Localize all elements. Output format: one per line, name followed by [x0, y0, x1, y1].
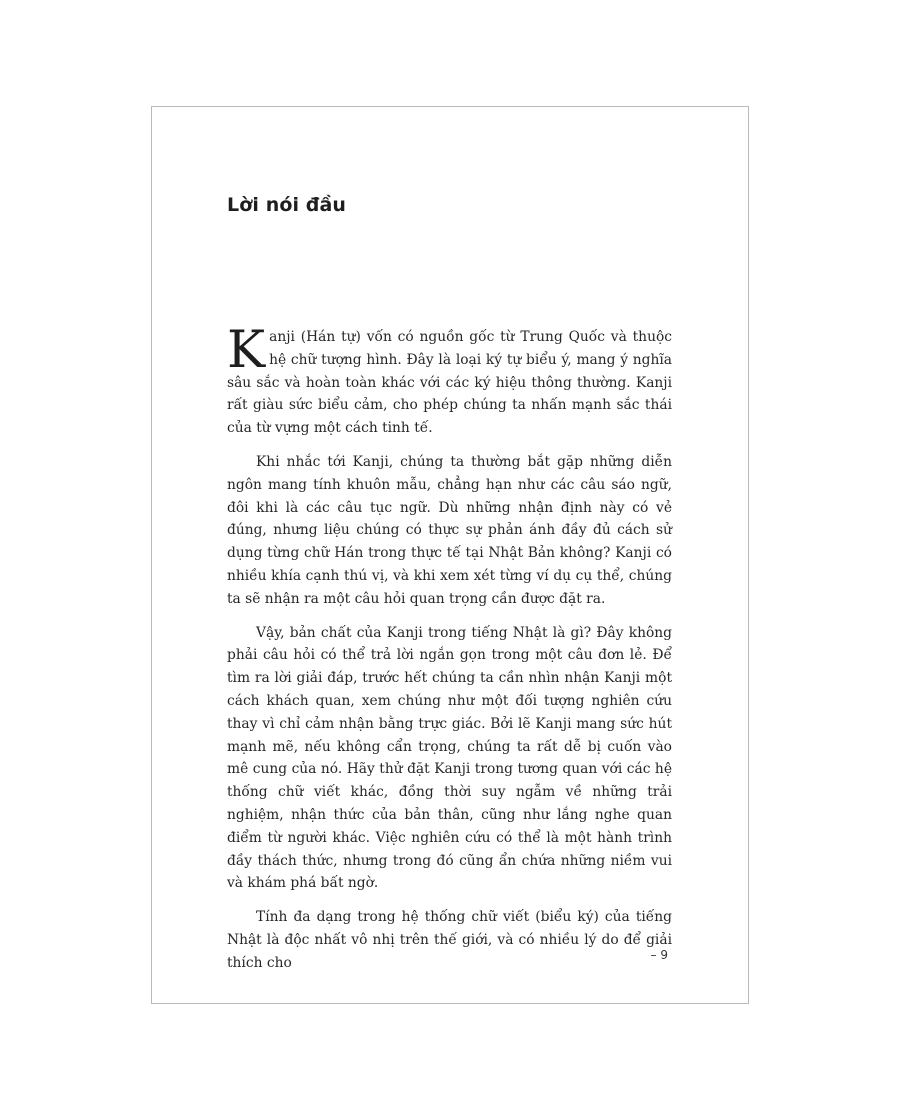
book-page	[151, 106, 749, 1004]
drop-cap: K	[227, 321, 266, 380]
paragraph-3: Vậy, bản chất của Kanji trong tiếng Nhật là gì? Đây không phải câu hỏi có thể trả lời ngắn gọn trong một câu đơn lẻ. Để tìm ra lời giải đáp, trước hết chúng ta cần nhìn nhận Kanji một cách khách quan, xem chúng như một đối tượng nghiên cứu thay vì chỉ cảm nhận bằng trực giác. Bởi lẽ Kanji mang sức hút mạnh mẽ, nếu không cẩn trọng, chúng ta rất dễ bị cuốn vào mê cung của nó. Hãy thử đặt Kanji trong tương quan với các hệ thống chữ viết khác, đồng thời suy ngẫm về những trải nghiệm, nhận thức của bản thân, cũng như lắng nghe quan điểm từ người khác. Việc nghiên cứu có thể là một hành trình đầy thách thức, nhưng trong đó cũng ẩn chứa những niềm vui và khám phá bất ngờ.	[227, 624, 672, 892]
paragraph-2: Khi nhắc tới Kanji, chúng ta thường bắt gặp những diễn ngôn mang tính khuôn mẫu, chẳng hạn như các câu sáo ngữ, đôi khi là các câu tục ngữ. Dù những nhận định này có vẻ đúng, nhưng liệu chúng có thực sự phản ánh đầy đủ cách sử dụng từng chữ Hán trong thực tế tại Nhật Bản không? Kanji có nhiều khía cạnh thú vị, và khi xem xét từng ví dụ cụ thể, chúng ta sẽ nhận ra một câu hỏi quan trọng cần được đặt ra.	[227, 453, 672, 607]
chapter-title: Lời nói đầu	[227, 194, 347, 216]
page-number: – 9	[650, 948, 668, 962]
paragraph-1	[227, 321, 672, 440]
paragraph-1-text: anji (Hán tự) vốn có nguồn gốc từ Trung Quốc và thuộc hệ chữ tượng hình. Đây là loại ký tự biểu ý, mang ý nghĩa sâu sắc và hoàn toàn khác với các ký hiệu thông thường. Kanji rất giàu sức biểu cảm, cho phép chúng ta nhấn mạnh sắc thái của từ vựng một cách tinh tế.	[227, 329, 672, 437]
body-text	[227, 321, 672, 986]
paragraph-4: Tính đa dạng trong hệ thống chữ viết (biểu ký) của tiếng Nhật là độc nhất vô nhị trên thế giới, và có nhiều lý do để giải thích cho	[227, 909, 672, 971]
